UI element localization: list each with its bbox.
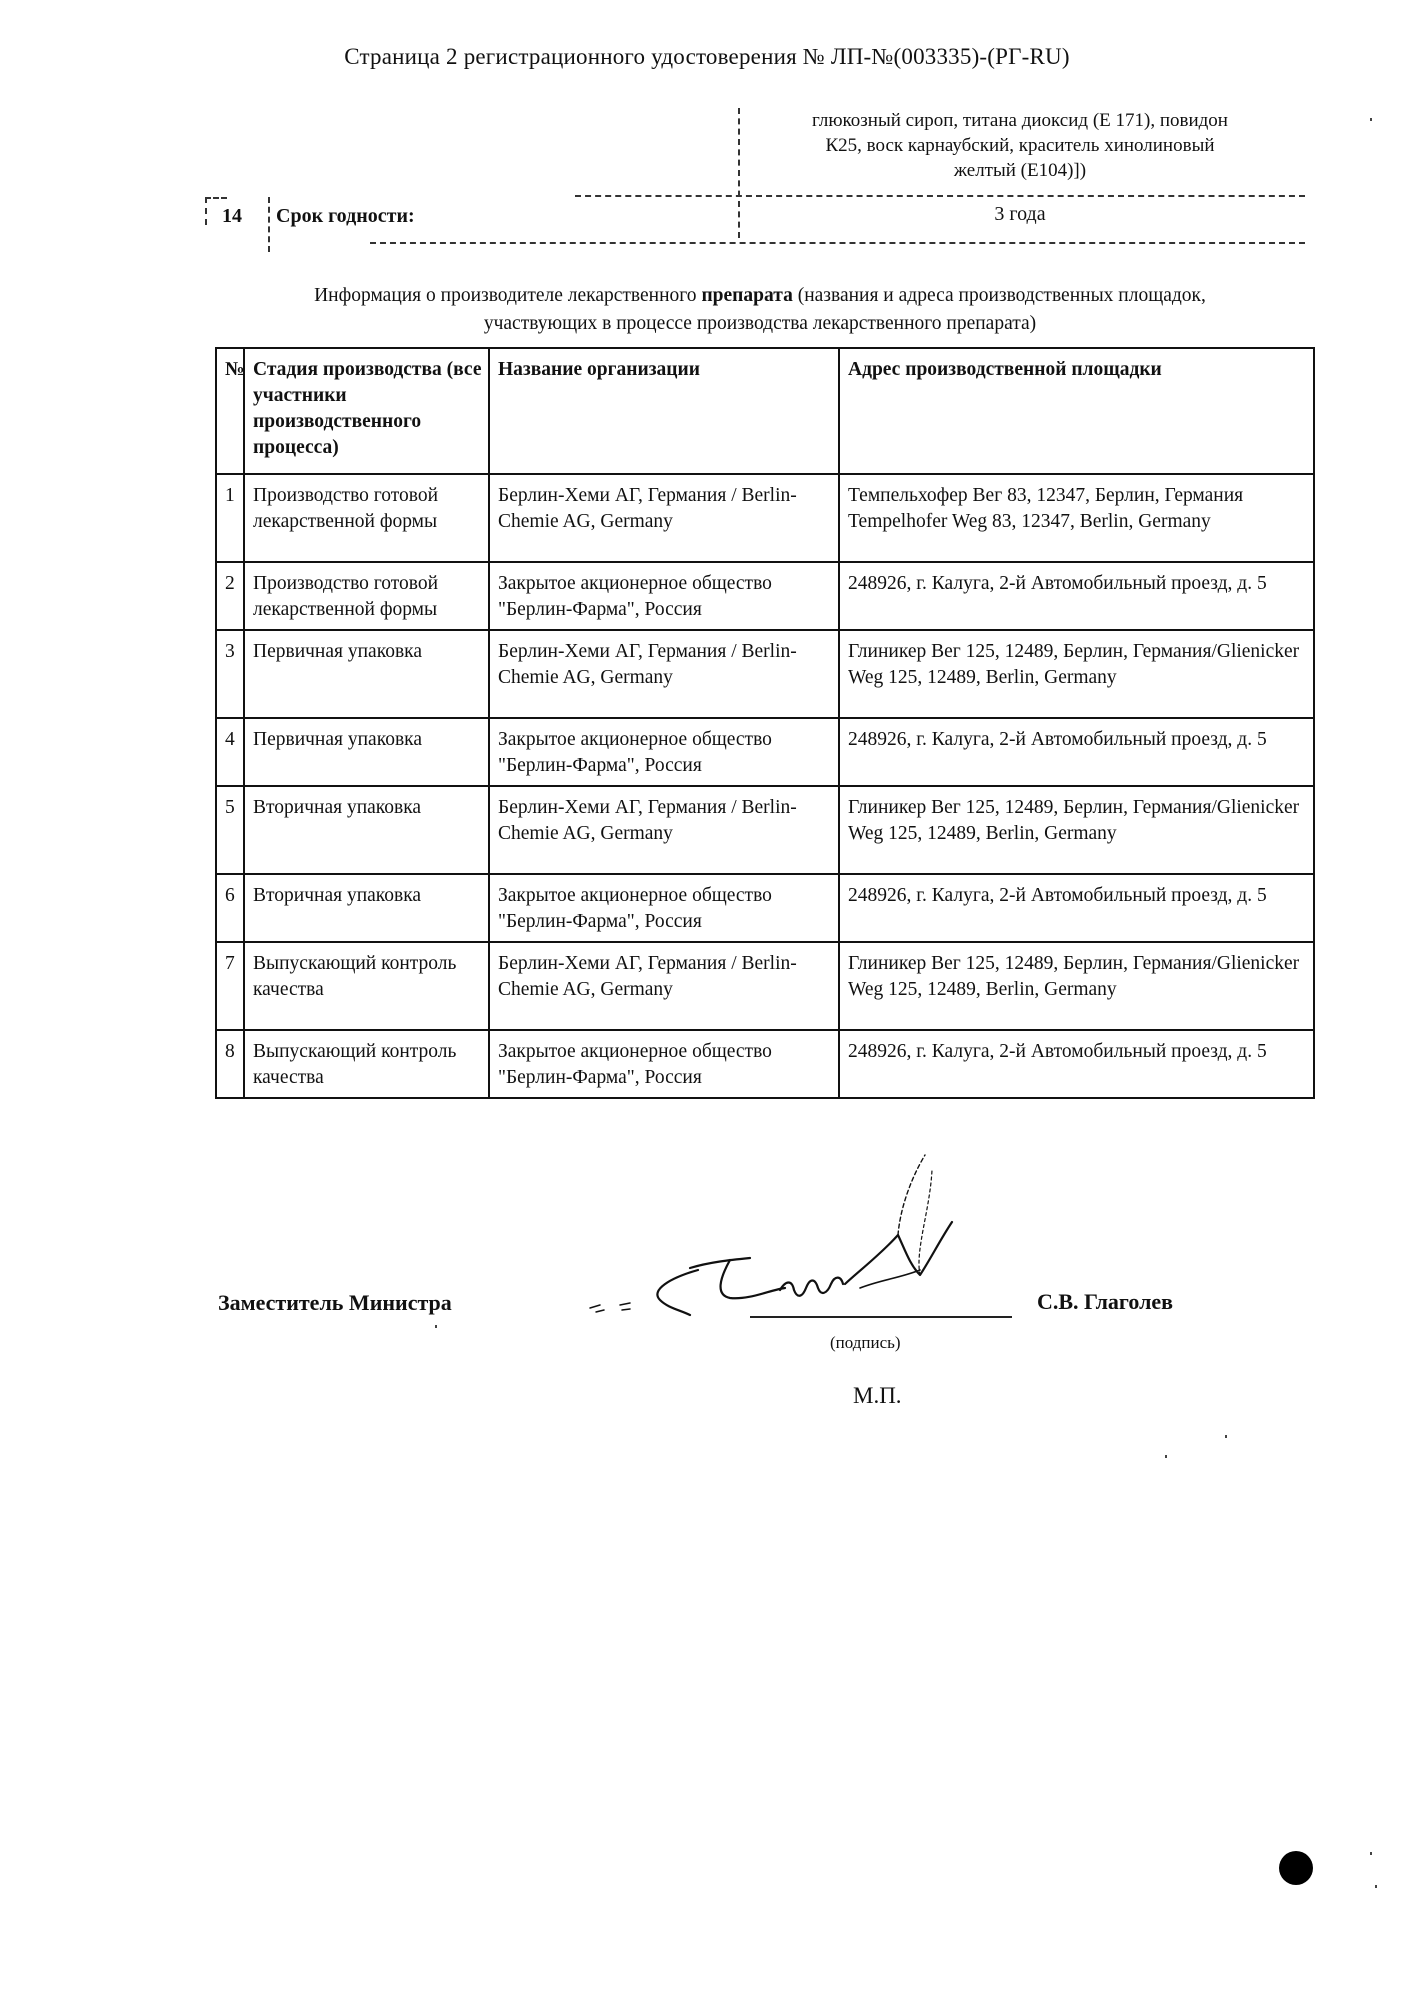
cell-address: Темпельхофер Вег 83, 12347, Берлин, Германия Tempelhofer Weg 83, 12347, Berlin, Germany (839, 474, 1314, 562)
cell-org: Берлин-Хеми АГ, Германия / Berlin-Chemie AG, Germany (489, 630, 839, 718)
title-text: Информация о производителе лекарственного (314, 285, 702, 306)
cell-stage: Производство готовой лекарственной формы (244, 562, 489, 630)
cell-num: 3 (216, 630, 244, 718)
scan-speck (1370, 118, 1372, 121)
shelf-life-number: 14 (222, 205, 242, 227)
table-row (216, 1030, 1314, 1098)
cell-org: Закрытое акционерное общество "Берлин-Фарма", Россия (489, 718, 839, 786)
composition-line: желтый (Е104)]) (953, 160, 1087, 181)
cell-address: 248926, г. Калуга, 2-й Автомобильный проезд, д. 5 (839, 562, 1314, 630)
scan-speck (1370, 1852, 1372, 1855)
table-row (216, 874, 1314, 942)
cell-stage: Выпускающий контроль качества (244, 1030, 489, 1098)
cell-address: 248926, г. Калуга, 2-й Автомобильный проезд, д. 5 (839, 718, 1314, 786)
cell-org: Берлин-Хеми АГ, Германия / Berlin-Chemie AG, Germany (489, 474, 839, 562)
cell-stage: Вторичная упаковка (244, 786, 489, 874)
manufacturers-table (215, 347, 1315, 1099)
scan-speck (1225, 1435, 1227, 1438)
table-row (216, 562, 1314, 630)
table-border-vertical (268, 197, 270, 252)
table-row (216, 942, 1314, 1030)
cell-address: Глиникер Вег 125, 12489, Берлин, Германия/Glienicker Weg 125, 12489, Berlin, Germany (839, 786, 1314, 874)
table-row (216, 630, 1314, 718)
cell-stage: Производство готовой лекарственной формы (244, 474, 489, 562)
cell-num: 1 (216, 474, 244, 562)
header-address: Адрес производственной площадки (839, 348, 1314, 474)
scan-speck (435, 1325, 437, 1328)
title-text-bold: препарата (701, 285, 793, 306)
stamp-place: М.П. (853, 1383, 902, 1408)
scan-speck (1165, 1455, 1167, 1458)
cell-num: 2 (216, 562, 244, 630)
shelf-life-label: Срок годности: (276, 205, 415, 227)
cell-stage: Вторичная упаковка (244, 874, 489, 942)
cell-org: Закрытое акционерное общество "Берлин-Фарма", Россия (489, 874, 839, 942)
table-row (216, 786, 1314, 874)
composition-line: глюкозный сироп, титана диоксид (Е 171), повидон (812, 110, 1228, 131)
table-border-vertical (205, 197, 207, 225)
cell-address: 248926, г. Калуга, 2-й Автомобильный проезд, д. 5 (839, 1030, 1314, 1098)
header-org: Название организации (489, 348, 839, 474)
cell-num: 4 (216, 718, 244, 786)
cell-stage: Первичная упаковка (244, 630, 489, 718)
title-text: (названия и адреса производственных площадок, (792, 285, 1206, 306)
cell-org: Закрытое акционерное общество "Берлин-Фарма", Россия (489, 1030, 839, 1098)
cell-stage: Первичная упаковка (244, 718, 489, 786)
manufacturer-info-title (200, 282, 1320, 338)
table-border-horizontal (370, 242, 1305, 244)
table-header-row (216, 348, 1314, 474)
signatory-position: Заместитель Министра (218, 1290, 452, 1315)
scan-dot-mark (1279, 1851, 1313, 1885)
table-border-horizontal (205, 197, 227, 199)
cell-num: 8 (216, 1030, 244, 1098)
cell-address: Глиникер Вег 125, 12489, Берлин, Германия/Glienicker Weg 125, 12489, Berlin, Germany (839, 630, 1314, 718)
cell-org: Берлин-Хеми АГ, Германия / Berlin-Chemie AG, Germany (489, 786, 839, 874)
scan-speck (1375, 1885, 1377, 1888)
table-border-horizontal (575, 195, 1305, 197)
cell-org: Берлин-Хеми АГ, Германия / Berlin-Chemie AG, Germany (489, 942, 839, 1030)
signature-line (750, 1316, 1012, 1318)
composition-line: К25, воск карнаубский, краситель хинолиновый (825, 135, 1215, 156)
signature-caption: (подпись) (830, 1333, 901, 1352)
cell-stage: Выпускающий контроль качества (244, 942, 489, 1030)
page-header: Страница 2 регистрационного удостоверения № ЛП-№(003335)-(РГ-RU) (344, 44, 1070, 69)
title-text: участвующих в процессе производства лекарственного препарата) (483, 313, 1037, 334)
cell-org: Закрытое акционерное общество "Берлин-Фарма", Россия (489, 562, 839, 630)
header-stage: Стадия производства (все участники производственного процесса) (244, 348, 489, 474)
table-row (216, 718, 1314, 786)
signatory-name: С.В. Глаголев (1037, 1289, 1174, 1314)
cell-num: 7 (216, 942, 244, 1030)
cell-num: 5 (216, 786, 244, 874)
cell-address: Глиникер Вег 125, 12489, Берлин, Германия/Glienicker Weg 125, 12489, Berlin, Germany (839, 942, 1314, 1030)
composition-continued (740, 108, 1300, 183)
cell-address: 248926, г. Калуга, 2-й Автомобильный проезд, д. 5 (839, 874, 1314, 942)
header-num: № (216, 348, 244, 474)
table-row (216, 474, 1314, 562)
cell-num: 6 (216, 874, 244, 942)
shelf-life-value: 3 года (994, 203, 1046, 225)
